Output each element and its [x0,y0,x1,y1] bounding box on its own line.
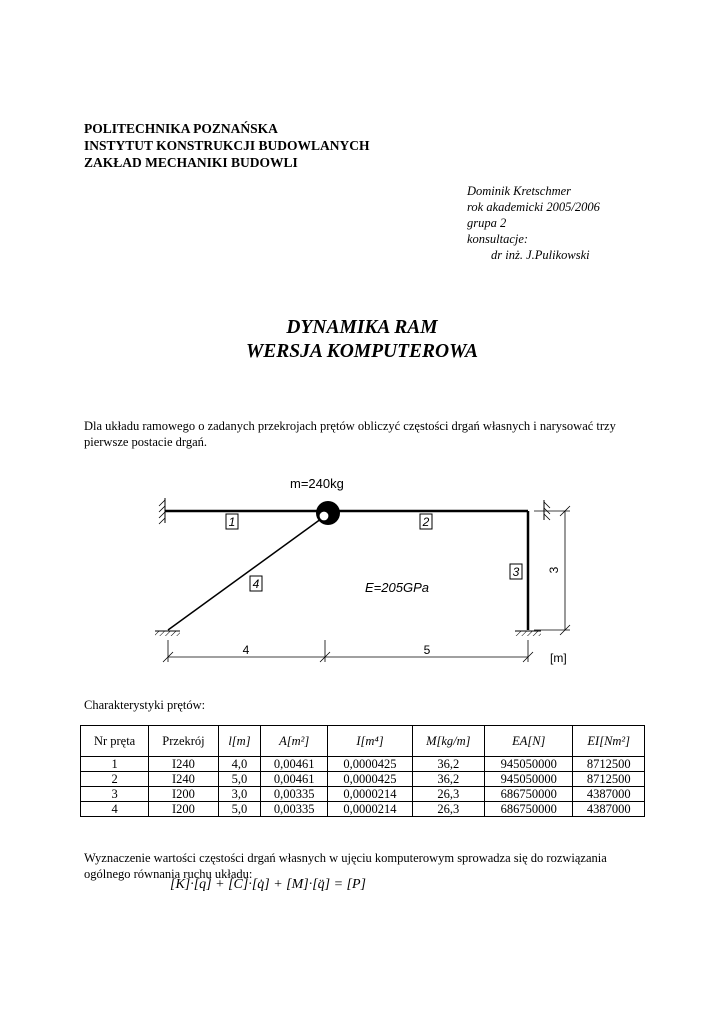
cell: 5,0 [218,802,260,817]
header-section: Przekrój [149,726,219,757]
left-wall-hatch [159,500,165,524]
header-length: l[m] [218,726,260,757]
cell: 0,00461 [261,757,328,772]
hinge-node [319,511,329,521]
cell: 4,0 [218,757,260,772]
table-row [81,787,645,802]
equation-of-motion: [K]·[q] + [C]·[q̇] + [M]·[q̈] = [P] [170,877,367,892]
right-ground-hatch [515,631,541,636]
width-dimension [163,640,533,662]
cell: I200 [149,787,219,802]
cell: 0,00461 [261,772,328,787]
cell: 4387000 [573,787,645,802]
cell: 26,3 [412,802,484,817]
unit-label: [m] [550,651,567,665]
author-name: Dominik Kretschmer [467,184,572,198]
institution-line-2: INSTYTUT KONSTRUKCJI BUDOWLANYCH [84,138,370,153]
cell: 0,0000214 [328,787,412,802]
cell: I200 [149,802,219,817]
header-nr: Nr pręta [81,726,149,757]
cell: 26,3 [412,787,484,802]
cell: 0,0000425 [328,757,412,772]
member-3-label: 3 [512,565,520,579]
member-1-label: 1 [228,515,236,529]
right-span-label: 5 [423,643,431,657]
left-span-label: 4 [242,643,250,657]
final-paragraph: Wyznaczenie wartości częstości drgań własnych w ujęciu komputerowym sprowadza się do rozwiązania ogólnego równania ruchu układu: [84,851,607,881]
cell: 945050000 [485,772,573,787]
cell: 8712500 [573,772,645,787]
cell: 1 [81,757,149,772]
table-row [81,772,645,787]
header-mass: M[kg/m] [412,726,484,757]
cell: 0,00335 [261,787,328,802]
cell: 36,2 [412,757,484,772]
member-properties-table [80,725,645,817]
table-row [81,802,645,817]
cell: 686750000 [485,802,573,817]
institution-line-1: POLITECHNIKA POZNAŃSKA [84,121,278,136]
title-line-1: DYNAMIKA RAM [286,317,438,338]
cell: 945050000 [485,757,573,772]
institution-header [84,120,370,171]
cell: 5,0 [218,772,260,787]
group: grupa 2 [467,216,507,230]
cell: 8712500 [573,757,645,772]
cell: I240 [149,772,219,787]
cell: 3 [81,787,149,802]
member-4-label: 4 [252,577,260,591]
author-block [467,183,600,263]
cell: 4387000 [573,802,645,817]
cell: 0,0000214 [328,802,412,817]
document-title [0,316,724,364]
institution-line-3: ZAKŁAD MECHANIKI BUDOWLI [84,155,298,170]
member-4-diagonal [168,516,325,630]
cell: 2 [81,772,149,787]
cell: I240 [149,757,219,772]
header-inertia: I[m⁴] [328,726,412,757]
cell: 36,2 [412,772,484,787]
cell: 686750000 [485,787,573,802]
cell: 3,0 [218,787,260,802]
table-caption: Charakterystyki prętów: [84,698,206,712]
table-header-row [81,726,645,757]
header-ea: EA[N] [485,726,573,757]
table-row [81,757,645,772]
academic-year: rok akademicki 2005/2006 [467,200,600,214]
mass-label: m=240kg [290,476,344,491]
title-line-2: WERSJA KOMPUTEROWA [245,341,479,362]
left-ground-hatch [155,631,180,636]
consult-label: konsultacje: [467,232,529,246]
task-paragraph: Dla układu ramowego o zadanych przekrojach prętów obliczyć częstości drgań własnych i narysować trzy pierwsze postacie drgań. [84,419,616,449]
cell: 4 [81,802,149,817]
header-area: A[m²] [261,726,328,757]
frame-diagram [150,470,590,670]
height-dimension-label: 3 [547,566,561,574]
consultant: dr inż. J.Pulikowski [491,248,590,262]
member-2-label: 2 [422,515,430,529]
modulus-label: E=205GPa [365,580,429,595]
cell: 0,0000425 [328,772,412,787]
header-ei: EI[Nm²] [573,726,645,757]
cell: 0,00335 [261,802,328,817]
